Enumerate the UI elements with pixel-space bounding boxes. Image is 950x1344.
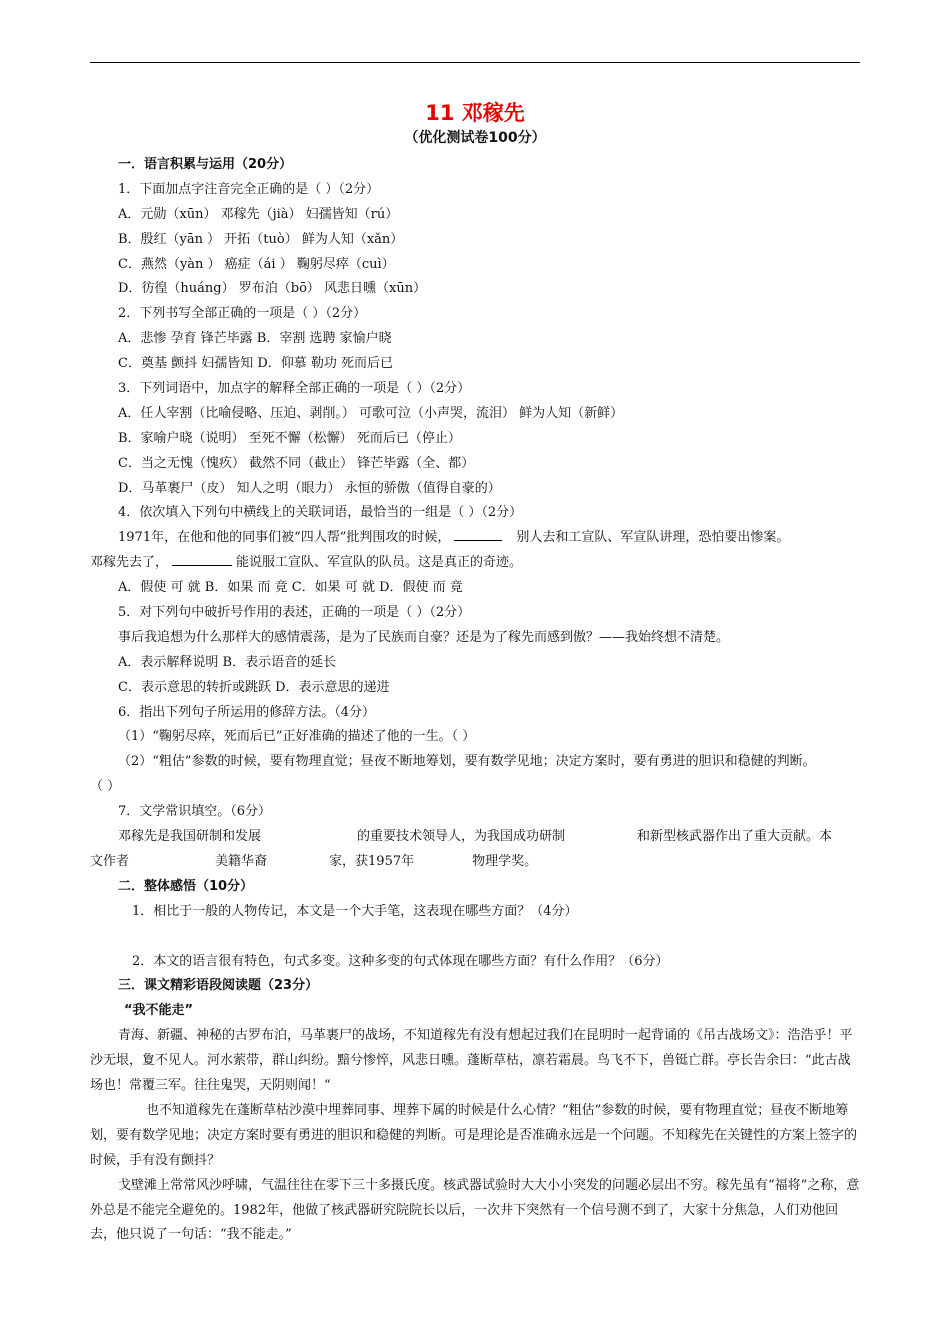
q4-sentence-part-1: 1971年，在他和他的同事们被“四人帮”批判围攻的时候， bbox=[118, 530, 451, 546]
passage-paragraph-1: 青海、新疆、神秘的古罗布泊，马革裹尸的战场，不知道稼先有没有想起过我们在昆明时一起背诵的《吊古战场文》：浩浩乎！平沙无垠，夐不见人。河水萦带，群山纠纷。黯兮惨悴，风悲日曛。蓬断草枯，凛若霜晨。鸟飞不下，兽铤亡群。亭长告余曰：“此古战场也！常覆三军。往往鬼哭，天阴则闻！“ bbox=[90, 1028, 853, 1093]
section-3-heading: 三．课文精彩语段阅读题（23分） bbox=[118, 978, 319, 994]
section-2-heading: 二．整体感悟（10分） bbox=[118, 878, 254, 894]
q4-sentence-part-4: 能说服工宣队、军宣队的队员。这是真正的奇迹。 bbox=[236, 555, 523, 571]
q7-line-2 bbox=[90, 850, 860, 875]
passage-paragraph-2: 也不知道稼先在蓬断草枯沙漠中埋葬同事、埋葬下属的时候是什么心情？“粗估”参数的时候，要有物理直觉；昼夜不断地筹划，要有数学见地；决定方案时要有勇进的胆识和稳健的判断。可是理论是否准确永远是一个问题。不知稼先在关键性的方案上签字的时候，手有没有颤抖？ bbox=[90, 1102, 858, 1168]
q7-part-5: 美籍华裔 bbox=[215, 853, 268, 869]
q2-options-cd: C．奠基 颤抖 妇孺皆知 D．仰慕 勒功 死而后已 bbox=[118, 356, 394, 372]
q4-sentence-part-2: 别人去和工宣队、军宣队讲理，恐怕要出惨案。 bbox=[516, 530, 790, 546]
section-1-heading: 一．语言积累与运用（20分） bbox=[118, 157, 293, 172]
q5-sentence: 事后我追想为什么那样大的感情震荡，是为了民族而自豪？还是为了稼先而感到傲？——我始终想不清楚。 bbox=[118, 629, 730, 645]
passage-paragraph-3: 戈壁滩上常常风沙呼啸，气温往往在零下三十多摄氏度。核武器试验时大大小小突发的问题必层出不穷。稼先虽有“福将”之称，意外总是不能完全避免的。1982年，他做了核武器研究院院长以后，一次井下突然有一个信号测不到了，大家十分焦急，人们劝他回去，他只说了一句话：“我不能走。” bbox=[90, 1177, 860, 1243]
q7-part-2: 的重要技术领导人，为我国成功研制 bbox=[357, 829, 566, 845]
q6-stem: 6．指出下列句子所运用的修辞方法。（4分） bbox=[118, 704, 376, 720]
q4-stem: 4．依次填入下列句中横线上的关联词语，最恰当的一组是（ ）（2分） bbox=[118, 505, 523, 521]
q1-option-c: C．燕然（yàn ） 癌症（ái ） 鞠躬尽瘁（cuì） bbox=[118, 256, 395, 272]
q1-stem: 1．下面加点字注音完全正确的是（ ）（2分） bbox=[118, 181, 380, 197]
q3-option-c: C．当之无愧（愧疚） 截然不同（截止） 锋芒毕露（全、都） bbox=[118, 455, 475, 471]
page-title: 11 邓稼先 bbox=[425, 101, 525, 125]
document-body bbox=[90, 153, 860, 1248]
page-subtitle: （优化测试卷100分） bbox=[404, 130, 546, 146]
q7-part-6: 家，获1957年 bbox=[329, 853, 415, 869]
q6-sentence-2-answer: （ ） bbox=[90, 779, 121, 795]
q4-sentence-line-1 bbox=[118, 526, 860, 551]
q1-option-b: B．殷红（yān ） 开拓（tuò） 鲜为人知（xǎn） bbox=[118, 231, 404, 247]
q3-stem: 3．下列词语中，加点字的解释全部正确的一项是（ ）（2分） bbox=[118, 381, 471, 397]
q5-options-ab: A．表示解释说明 B．表示语音的延长 bbox=[118, 654, 337, 670]
q5-stem: 5．对下列句中破折号作用的表述，正确的一项是（ ）（2分） bbox=[118, 605, 471, 621]
q4-sentence-line-2 bbox=[90, 551, 860, 576]
s2-q1: 1．相比于一般的人物传记，本文是一个大手笔，这表现在哪些方面？（4分） bbox=[132, 903, 578, 919]
q3-option-b: B．家喻户晓（说明） 至死不懈（松懈） 死而后已（停止） bbox=[118, 430, 461, 446]
q7-line-1 bbox=[118, 825, 860, 850]
q7-part-1: 邓稼先是我国研制和发展 bbox=[118, 829, 262, 845]
s2-q2: 2．本文的语言很有特色，句式多变。这种多变的句式体现在哪些方面？有什么作用？（6分） bbox=[132, 953, 669, 969]
q7-part-7: 物理学奖。 bbox=[472, 853, 538, 869]
q2-options-ab: A．悲惨 孕育 锋芒毕露 B．宰割 选聘 家愉户晓 bbox=[118, 331, 392, 347]
q5-options-cd: C．表示意思的转折或跳跃 D．表示意思的递进 bbox=[118, 679, 390, 695]
q4-options: A．假使 可 就 B．如果 而 竟 C．如果 可 就 D．假使 而 竟 bbox=[118, 580, 463, 596]
q4-blank-2[interactable] bbox=[172, 551, 232, 566]
q3-option-a: A．任人宰割（比喻侵略、压迫、剥削。） 可歌可泣（小声哭，流泪） 鲜为人知（新鲜） bbox=[118, 405, 624, 421]
q7-part-4: 文作者 bbox=[90, 853, 130, 869]
header-rule bbox=[90, 62, 860, 63]
q3-option-d: D．马革裹尸（皮） 知人之明（眼力） 永恒的骄傲（值得自豪的） bbox=[118, 480, 501, 496]
q2-stem: 2．下列书写全部正确的一项是（ ）（2分） bbox=[118, 306, 367, 322]
q4-sentence-part-3: 邓稼先去了， bbox=[90, 555, 169, 571]
q7-stem: 7．文学常识填空。（6分） bbox=[118, 804, 272, 820]
passage-title: “我不能走” bbox=[124, 1003, 194, 1019]
q7-part-3: 和新型核武器作出了重大贡献。本 bbox=[637, 829, 833, 845]
answer-space bbox=[118, 925, 860, 950]
q6-sentence-2: （2）“粗估”参数的时候，要有物理直觉；昼夜不断地筹划，要有数学见地；决定方案时，要有勇进的胆识和稳健的判断。 bbox=[118, 754, 816, 770]
q1-option-a: A．元勋（xūn） 邓稼先（jià） 妇孺皆知（rú） bbox=[118, 206, 399, 222]
q4-blank-1[interactable] bbox=[454, 526, 502, 541]
q6-sentence-1: （1）“鞠躬尽瘁，死而后已”正好准确的描述了他的一生。（ ） bbox=[118, 729, 476, 745]
q1-option-d: D．彷徨（huáng） 罗布泊（bō） 风悲日曛（xūn） bbox=[118, 281, 427, 297]
